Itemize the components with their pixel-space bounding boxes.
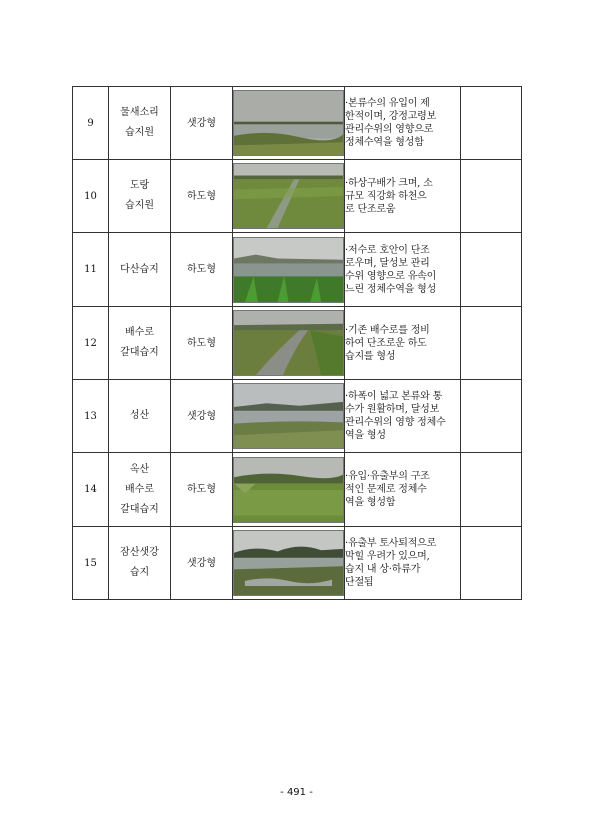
wetland-name-line: 습지원: [125, 127, 154, 138]
empty-cell: [461, 160, 522, 233]
wetland-name: [109, 233, 171, 307]
wetland-description: [345, 380, 461, 453]
description-line: ·저수로 호안이 단조: [345, 244, 430, 256]
empty-cell: [461, 527, 522, 600]
marsh-photo-ditch: [233, 163, 344, 229]
table-row: [73, 380, 522, 453]
description-line: ·하상구배가 크며, 소: [345, 177, 433, 189]
table-row: [73, 453, 522, 527]
wetland-number: 11: [73, 233, 109, 307]
description-line: 습지 내 상·하류가: [345, 564, 421, 575]
wetland-name: [109, 307, 171, 380]
wetland-description: [345, 160, 461, 233]
wetland-photo-cell: [233, 380, 345, 453]
empty-cell: [461, 87, 522, 160]
description-line: 로 단조로움: [345, 203, 396, 215]
description-line: 막힐 우려가 있으며,: [345, 551, 430, 562]
table-row: [73, 160, 522, 233]
wetland-type: 샛강형: [171, 527, 233, 600]
wetland-number: 13: [73, 380, 109, 453]
wetland-name: [109, 160, 171, 233]
table-row: [73, 307, 522, 380]
wetland-name-line: 성산: [129, 410, 150, 421]
description-line: 단절됨: [345, 577, 374, 588]
marsh-photo-pond: [233, 90, 344, 156]
wetland-type: 하도형: [171, 453, 233, 527]
wetland-description: [345, 87, 461, 160]
description-line: 역을 형성: [345, 430, 386, 441]
wetland-name-line: 도랑: [129, 180, 150, 191]
description-line: 하여 단조로운 하도: [345, 337, 427, 349]
description-line: 역을 형성함: [345, 497, 396, 508]
wetland-type: 하도형: [171, 233, 233, 307]
description-line: 로우며, 달성보 관리: [345, 257, 430, 269]
description-line: ·본류수의 유입이 제: [345, 98, 430, 109]
wetland-number: 9: [73, 87, 109, 160]
wetland-name-line: 습지원: [125, 200, 154, 211]
wetland-name-line: 갈대습지: [120, 503, 159, 515]
table-row: [73, 233, 522, 307]
description-line: 수위 영향으로 유속이: [345, 270, 437, 282]
description-line: 정체수역을 형성함: [345, 137, 424, 148]
wetland-name-line: 물새소리: [120, 107, 159, 118]
marsh-photo-river: [233, 383, 344, 449]
empty-cell: [461, 380, 522, 453]
description-line: 습지를 형성: [345, 350, 396, 362]
wetland-name-line: 다산습지: [120, 263, 159, 275]
description-line: 한적이며, 강정고령보: [345, 111, 437, 122]
description-line: ·기존 배수로를 정비: [345, 324, 430, 336]
wetland-name-line: 습지: [129, 567, 150, 578]
description-line: ·유출부 토사퇴적으로: [345, 538, 437, 549]
wetland-type: 샛강형: [171, 380, 233, 453]
wetland-type: 하도형: [171, 160, 233, 233]
wetland-photo-cell: [233, 307, 345, 380]
wetland-name-line: 잠산샛강: [120, 547, 159, 558]
wetland-name: [109, 380, 171, 453]
wetland-type: 하도형: [171, 307, 233, 380]
description-line: 규모 직강화 하천으: [345, 190, 427, 202]
wetland-number: 10: [73, 160, 109, 233]
wetland-name-line: 옥산: [129, 463, 150, 475]
wetland-name: [109, 453, 171, 527]
description-line: 관리수위의 영향으로: [345, 124, 434, 135]
marsh-photo-reservoir: [233, 237, 344, 303]
wetland-description: [345, 453, 461, 527]
empty-cell: [461, 233, 522, 307]
wetland-number: 12: [73, 307, 109, 380]
wetland-photo-cell: [233, 233, 345, 307]
wetland-name: [109, 87, 171, 160]
description-line: 느린 정체수역을 형성: [345, 283, 437, 295]
wetland-name: [109, 527, 171, 600]
description-line: 적인 문제로 정체수: [345, 484, 427, 495]
marsh-photo-lagoon: [233, 530, 344, 596]
table-row: [73, 87, 522, 160]
wetland-description: [345, 233, 461, 307]
marsh-photo-algae: [233, 457, 344, 523]
wetland-number: 14: [73, 453, 109, 527]
empty-cell: [461, 453, 522, 527]
description-line: 수가 원활하며, 달성보: [345, 404, 440, 415]
table-row: [73, 527, 522, 600]
wetland-table: [72, 86, 522, 600]
wetland-photo-cell: [233, 453, 345, 527]
wetland-type: 샛강형: [171, 87, 233, 160]
description-line: ·유입·유출부의 구조: [345, 471, 430, 482]
wetland-name-line: 배수로: [125, 483, 154, 495]
wetland-description: [345, 307, 461, 380]
wetland-description: [345, 527, 461, 600]
empty-cell: [461, 307, 522, 380]
wetland-photo-cell: [233, 160, 345, 233]
description-line: 관리수위의 영향 정체수: [345, 417, 446, 428]
description-line: ·하폭이 넓고 본류와 통: [345, 391, 443, 402]
wetland-name-line: 갈대습지: [120, 347, 159, 358]
wetland-name-line: 배수로: [125, 327, 154, 338]
marsh-photo-channel: [233, 310, 344, 376]
wetland-photo-cell: [233, 87, 345, 160]
wetland-photo-cell: [233, 527, 345, 600]
page-number: - 491 -: [280, 787, 313, 798]
wetland-number: 15: [73, 527, 109, 600]
